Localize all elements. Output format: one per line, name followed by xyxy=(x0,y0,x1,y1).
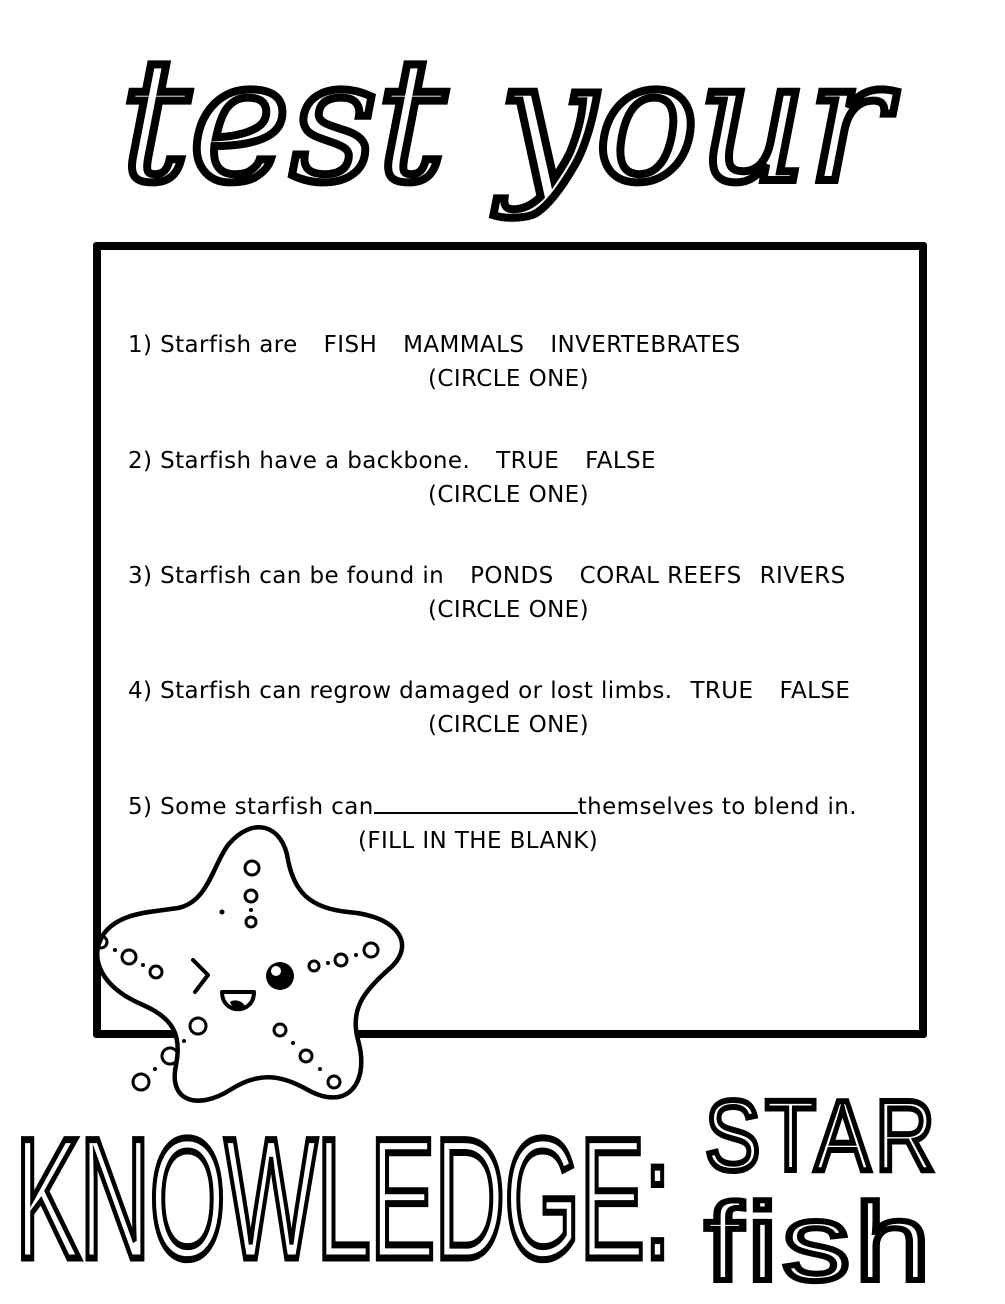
title-fish: fish xyxy=(705,1181,935,1300)
question-4-hint: (CIRCLE ONE) xyxy=(428,712,589,738)
question-3-option-rivers[interactable]: RIVERS xyxy=(759,563,846,589)
title-knowledge: KNOWLEDGE: xyxy=(15,1103,670,1295)
question-3-hint: (CIRCLE ONE) xyxy=(428,597,589,623)
title-star: STAR xyxy=(705,1080,940,1192)
question-1-prompt: 1) Starfish are xyxy=(128,332,298,358)
question-5-line xyxy=(128,790,928,824)
question-1-option-invertebrates[interactable]: INVERTEBRATES xyxy=(550,332,741,358)
question-2-hint: (CIRCLE ONE) xyxy=(428,482,589,508)
question-5-prompt-start: 5) Some starfish can xyxy=(128,794,374,820)
page-title-script xyxy=(70,20,940,250)
question-4-line xyxy=(128,674,928,708)
question-3-line xyxy=(128,559,928,593)
question-1-option-fish[interactable]: FISH xyxy=(323,332,378,358)
question-3 xyxy=(128,559,928,627)
question-1-option-mammals[interactable]: MAMMALS xyxy=(403,332,525,358)
script-title-text: test your xyxy=(121,23,889,221)
question-2-option-false[interactable]: FALSE xyxy=(585,448,656,474)
question-4-option-false[interactable]: FALSE xyxy=(779,678,851,704)
question-5-blank[interactable] xyxy=(374,792,578,814)
question-4 xyxy=(128,674,928,742)
question-2-prompt: 2) Starfish have a backbone. xyxy=(128,448,471,474)
question-2-option-true[interactable]: TRUE xyxy=(496,448,560,474)
script-title-lettering xyxy=(70,20,940,250)
question-2-line xyxy=(128,444,928,478)
question-3-prompt: 3) Starfish can be found in xyxy=(128,563,445,589)
question-1-line xyxy=(128,328,928,362)
question-3-option-coral-reefs[interactable]: CORAL REEFS xyxy=(579,563,742,589)
question-4-option-true[interactable]: TRUE xyxy=(690,678,754,704)
question-4-prompt: 4) Starfish can regrow damaged or lost limbs. xyxy=(128,678,673,704)
page-subtitle xyxy=(15,1060,995,1300)
question-2 xyxy=(128,444,928,512)
question-1-hint: (CIRCLE ONE) xyxy=(428,366,589,392)
question-3-option-ponds[interactable]: PONDS xyxy=(470,563,554,589)
question-1 xyxy=(128,328,928,396)
question-5-hint: (FILL IN THE BLANK) xyxy=(358,828,599,854)
question-5-prompt-end: themselves to blend in. xyxy=(577,794,857,820)
